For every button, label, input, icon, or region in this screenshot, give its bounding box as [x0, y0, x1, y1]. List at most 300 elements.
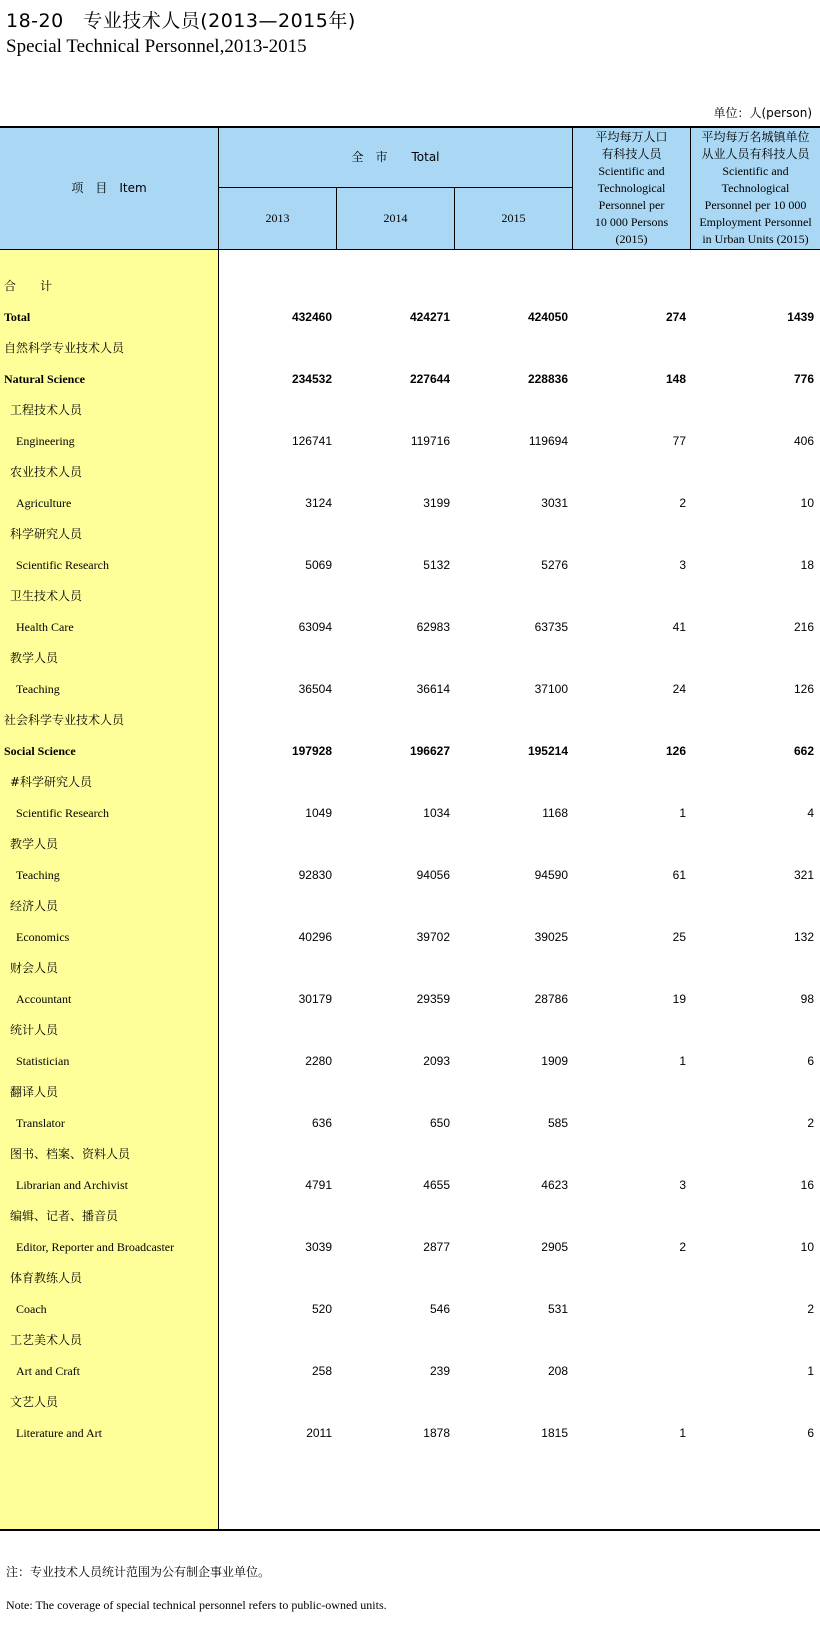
cell-value: 119694	[528, 434, 568, 448]
row-label: Librarian and Archivist	[16, 1178, 128, 1192]
table-row	[0, 1355, 820, 1387]
cell-value	[340, 456, 450, 488]
table-row	[0, 921, 820, 953]
cell-value	[222, 394, 332, 426]
cell-value	[704, 1014, 814, 1046]
cell-value	[576, 394, 686, 426]
cell-value	[222, 1200, 332, 1232]
cell-value: 3124	[305, 496, 332, 510]
header-per-employment-en-5: in Urban Units (2015)	[702, 232, 809, 246]
cell-value	[222, 766, 332, 798]
table-row	[0, 363, 820, 395]
cell-value: 36504	[298, 682, 332, 696]
table-row	[0, 859, 820, 891]
cell-value: 2093	[423, 1054, 450, 1068]
cell-value: 432460	[291, 310, 332, 324]
table-row	[0, 487, 820, 519]
header-per-employment	[691, 128, 820, 249]
cell-value: 2877	[423, 1240, 450, 1254]
cell-value: 1	[679, 1054, 686, 1068]
cell-value: 239	[429, 1364, 450, 1378]
cell-value	[576, 1138, 686, 1170]
row-label: 统计人员	[10, 1023, 59, 1037]
data-table	[0, 126, 820, 1531]
cell-value: 208	[547, 1364, 568, 1378]
row-label: Art and Craft	[16, 1364, 80, 1378]
cell-value	[704, 952, 814, 984]
row-label: 工程技术人员	[10, 403, 83, 417]
cell-value: 24	[672, 682, 686, 696]
cell-value: 776	[793, 372, 814, 386]
row-label: Statistician	[16, 1054, 70, 1068]
header-item-label: 项 目 Item	[71, 181, 147, 195]
cell-value: 2	[807, 1116, 814, 1130]
cell-value: 28786	[534, 992, 568, 1006]
cell-value: 3031	[541, 496, 568, 510]
cell-value: 234532	[291, 372, 332, 386]
cell-value	[222, 1076, 332, 1108]
cell-value: 227644	[409, 372, 450, 386]
cell-value: 19	[672, 992, 686, 1006]
cell-value	[458, 1076, 568, 1108]
cell-value: 126	[793, 682, 814, 696]
cell-value	[576, 1107, 686, 1139]
cell-value	[576, 580, 686, 612]
cell-value	[704, 1324, 814, 1356]
cell-value: 1	[679, 806, 686, 820]
row-label: Health Care	[16, 620, 74, 634]
header-per-population-en-2: Technological	[597, 181, 666, 195]
cell-value: 406	[793, 434, 814, 448]
cell-value: 41	[672, 620, 686, 634]
table-row	[0, 1231, 820, 1263]
table-row	[0, 1076, 820, 1108]
cell-value	[704, 1262, 814, 1294]
cell-value: 3	[679, 558, 686, 572]
cell-value	[458, 828, 568, 860]
table-row	[0, 1262, 820, 1294]
header-year-label: 2014	[383, 211, 408, 225]
cell-value: 25	[672, 930, 686, 944]
row-label: 翻译人员	[10, 1085, 59, 1099]
row-label: Social Science	[4, 744, 76, 758]
row-label: 卫生技术人员	[10, 589, 83, 603]
table-row	[0, 611, 820, 643]
cell-value	[340, 952, 450, 984]
row-label: Total	[4, 310, 31, 324]
row-label: 文艺人员	[10, 1395, 59, 1409]
cell-value	[576, 828, 686, 860]
cell-value	[458, 1014, 568, 1046]
header-per-employment-zh-2: 从业人员有科技人员	[701, 147, 810, 161]
table-row	[0, 1200, 820, 1232]
row-label: 合 计	[4, 279, 53, 293]
cell-value	[704, 828, 814, 860]
table-row	[0, 1169, 820, 1201]
cell-value: 30179	[298, 992, 332, 1006]
cell-value	[458, 580, 568, 612]
cell-value	[222, 580, 332, 612]
cell-value	[704, 1138, 814, 1170]
table-row	[0, 580, 820, 612]
cell-value: 2	[679, 496, 686, 510]
cell-value: 4655	[423, 1178, 450, 1192]
cell-value	[704, 580, 814, 612]
header-year-2015	[455, 188, 572, 249]
header-total-label: 全 市 Total	[351, 150, 440, 164]
cell-value: 5132	[423, 558, 450, 572]
table-row	[0, 1107, 820, 1139]
cell-value: 531	[547, 1302, 568, 1316]
row-label: 科学研究人员	[10, 527, 83, 541]
cell-value: 1815	[541, 1426, 568, 1440]
cell-value	[340, 1014, 450, 1046]
row-label: Economics	[16, 930, 70, 944]
row-label: Agriculture	[16, 496, 72, 510]
table-row	[0, 301, 820, 333]
cell-value	[340, 580, 450, 612]
row-label: Natural Science	[4, 372, 85, 386]
cell-value: 196627	[409, 744, 450, 758]
cell-value	[340, 704, 450, 736]
cell-value: 98	[800, 992, 814, 1006]
cell-value: 2905	[541, 1240, 568, 1254]
cell-value	[576, 1014, 686, 1046]
table-row	[0, 642, 820, 674]
cell-value	[458, 1138, 568, 1170]
cell-value: 2011	[306, 1426, 332, 1440]
header-total	[219, 128, 572, 187]
cell-value	[340, 1324, 450, 1356]
cell-value	[704, 332, 814, 364]
cell-value: 29359	[416, 992, 450, 1006]
cell-value	[458, 1386, 568, 1418]
cell-value: 2	[807, 1302, 814, 1316]
header-per-population-en-3: Personnel per	[598, 198, 665, 212]
cell-value: 1034	[423, 806, 450, 820]
table-row	[0, 890, 820, 922]
table-row	[0, 1138, 820, 1170]
table-row	[0, 425, 820, 457]
cell-value	[458, 766, 568, 798]
cell-value: 61	[672, 868, 686, 882]
table-row	[0, 1417, 820, 1449]
cell-value	[704, 394, 814, 426]
cell-value	[222, 952, 332, 984]
cell-value: 63094	[298, 620, 332, 634]
cell-value: 39702	[416, 930, 450, 944]
cell-value	[340, 766, 450, 798]
cell-value: 4791	[305, 1178, 332, 1192]
cell-value: 520	[311, 1302, 332, 1316]
cell-value: 36614	[416, 682, 450, 696]
row-label: Coach	[16, 1302, 47, 1316]
cell-value	[458, 394, 568, 426]
row-label: 编辑、记者、播音员	[10, 1209, 119, 1223]
cell-value	[576, 1076, 686, 1108]
header-per-population-en-5: (2015)	[615, 232, 648, 246]
cell-value	[576, 766, 686, 798]
table-row	[0, 549, 820, 581]
table-row	[0, 735, 820, 767]
table-row	[0, 1014, 820, 1046]
page-title-en: Special Technical Personnel,2013-2015	[6, 36, 307, 57]
row-label: Scientific Research	[16, 806, 109, 820]
cell-value	[458, 704, 568, 736]
cell-value	[222, 1014, 332, 1046]
cell-value	[576, 1262, 686, 1294]
cell-value: 77	[672, 434, 686, 448]
table-row	[0, 983, 820, 1015]
cell-value: 321	[793, 868, 814, 882]
cell-value: 650	[429, 1116, 450, 1130]
cell-value: 1878	[423, 1426, 450, 1440]
cell-value	[458, 456, 568, 488]
cell-value	[340, 890, 450, 922]
cell-value: 92830	[298, 868, 332, 882]
table-row	[0, 332, 820, 364]
cell-value: 1	[679, 1426, 686, 1440]
cell-value	[704, 1200, 814, 1232]
cell-value: 2	[679, 1240, 686, 1254]
cell-value: 5069	[305, 558, 332, 572]
cell-value	[458, 642, 568, 674]
cell-value	[222, 1262, 332, 1294]
cell-value: 258	[311, 1364, 332, 1378]
cell-value	[340, 642, 450, 674]
header-per-population	[573, 128, 690, 249]
row-label: Teaching	[16, 868, 60, 882]
cell-value: 94590	[534, 868, 568, 882]
cell-value	[222, 704, 332, 736]
table-row	[0, 270, 820, 302]
row-label: 工艺美术人员	[10, 1333, 83, 1347]
cell-value	[704, 1386, 814, 1418]
cell-value: 94056	[416, 868, 450, 882]
cell-value	[704, 518, 814, 550]
row-label: Engineering	[16, 434, 75, 448]
cell-value	[704, 704, 814, 736]
cell-value	[458, 890, 568, 922]
table-row	[0, 766, 820, 798]
table-row	[0, 828, 820, 860]
footnote-zh: 注：专业技术人员统计范围为公有制企事业单位。	[6, 1565, 271, 1579]
header-per-population-zh-2: 有科技人员	[601, 147, 662, 161]
row-label: 自然科学专业技术人员	[4, 341, 125, 355]
cell-value	[704, 456, 814, 488]
cell-value	[576, 270, 686, 302]
cell-value	[222, 890, 332, 922]
table-row	[0, 673, 820, 705]
cell-value: 585	[547, 1116, 568, 1130]
cell-value	[222, 828, 332, 860]
cell-value: 195214	[527, 744, 568, 758]
table-row	[0, 518, 820, 550]
header-per-employment-en-3: Personnel per 10 000	[704, 198, 807, 212]
cell-value	[340, 332, 450, 364]
cell-value	[222, 456, 332, 488]
cell-value: 3039	[305, 1240, 332, 1254]
cell-value: 636	[311, 1116, 332, 1130]
cell-value: 274	[665, 310, 686, 324]
cell-value: 126	[665, 744, 686, 758]
cell-value	[222, 1138, 332, 1170]
header-per-population-en-4: 10 000 Persons	[594, 215, 669, 229]
row-label: Literature and Art	[16, 1426, 102, 1440]
cell-value	[704, 890, 814, 922]
cell-value	[576, 1355, 686, 1387]
cell-value	[576, 704, 686, 736]
cell-value	[704, 642, 814, 674]
cell-value: 3	[679, 1178, 686, 1192]
cell-value: 62983	[416, 620, 450, 634]
cell-value: 63735	[534, 620, 568, 634]
cell-value	[576, 518, 686, 550]
cell-value	[340, 1200, 450, 1232]
row-label: 社会科学专业技术人员	[4, 713, 125, 727]
table-row	[0, 1045, 820, 1077]
cell-value	[340, 1386, 450, 1418]
cell-value	[576, 952, 686, 984]
cell-value	[576, 1200, 686, 1232]
cell-value	[576, 332, 686, 364]
cell-value: 119716	[410, 434, 450, 448]
table-row	[0, 704, 820, 736]
cell-value: 5276	[541, 558, 568, 572]
cell-value	[340, 518, 450, 550]
cell-value	[458, 518, 568, 550]
cell-value	[458, 332, 568, 364]
table-row	[0, 1293, 820, 1325]
row-label: Editor, Reporter and Broadcaster	[16, 1240, 175, 1254]
header-year-2014	[337, 188, 454, 249]
table-bottom-rule	[0, 1529, 820, 1531]
cell-value: 197928	[291, 744, 332, 758]
table-row	[0, 952, 820, 984]
cell-value: 216	[793, 620, 814, 634]
row-label: Accountant	[16, 992, 72, 1006]
footnote-en: Note: The coverage of special technical personnel refers to public-owned units.	[6, 1598, 387, 1612]
cell-value: 39025	[534, 930, 568, 944]
cell-value: 18	[800, 558, 814, 572]
cell-value: 6	[807, 1054, 814, 1068]
header-per-population-zh-1: 平均每万人口	[595, 130, 668, 144]
cell-value	[704, 270, 814, 302]
table-row	[0, 456, 820, 488]
cell-value: 16	[800, 1178, 814, 1192]
cell-value: 228836	[527, 372, 568, 386]
cell-value: 1049	[305, 806, 332, 820]
cell-value	[340, 1138, 450, 1170]
header-item	[0, 128, 218, 249]
table-row	[0, 394, 820, 426]
row-label: 财会人员	[10, 961, 59, 975]
unit-label: 单位：人(person)	[713, 106, 812, 120]
cell-value	[576, 890, 686, 922]
cell-value	[576, 1386, 686, 1418]
header-year-2013	[219, 188, 336, 249]
cell-value	[704, 1076, 814, 1108]
cell-value	[458, 270, 568, 302]
cell-value	[222, 1386, 332, 1418]
cell-value	[576, 456, 686, 488]
cell-value: 4623	[541, 1178, 568, 1192]
cell-value: 6	[807, 1426, 814, 1440]
cell-value: 10	[800, 496, 814, 510]
header-year-label: 2013	[265, 211, 290, 225]
cell-value: 40296	[298, 930, 332, 944]
cell-value	[340, 394, 450, 426]
table-header-rule	[0, 249, 820, 250]
cell-value: 1909	[541, 1054, 568, 1068]
cell-value	[458, 1324, 568, 1356]
row-label: Translator	[16, 1116, 65, 1130]
cell-value	[340, 1076, 450, 1108]
header-per-employment-zh-1: 平均每万名城镇单位	[701, 130, 810, 144]
row-label: Scientific Research	[16, 558, 109, 572]
cell-value	[222, 518, 332, 550]
cell-value	[458, 1262, 568, 1294]
row-label: #科学研究人员	[10, 775, 93, 789]
header-year-label: 2015	[501, 211, 526, 225]
cell-value: 1439	[787, 310, 814, 324]
row-label: 体育教练人员	[10, 1271, 83, 1285]
header-per-employment-en-1: Scientific and	[722, 164, 789, 178]
header-per-population-en-1: Scientific and	[598, 164, 665, 178]
table-row	[0, 1386, 820, 1418]
cell-value	[704, 766, 814, 798]
cell-value: 2280	[305, 1054, 332, 1068]
cell-value: 10	[800, 1240, 814, 1254]
page-title-zh: 18-20 专业技术人员(2013—2015年)	[6, 10, 356, 32]
cell-value: 148	[665, 372, 686, 386]
cell-value	[340, 270, 450, 302]
header-per-employment-en-4: Employment Personnel	[699, 215, 812, 229]
row-label: 教学人员	[10, 837, 59, 851]
cell-value: 4	[807, 806, 814, 820]
cell-value	[222, 642, 332, 674]
cell-value: 126741	[291, 434, 332, 448]
table-row	[0, 797, 820, 829]
cell-value	[458, 1200, 568, 1232]
cell-value	[340, 1262, 450, 1294]
cell-value: 1	[807, 1364, 814, 1378]
cell-value: 132	[793, 930, 814, 944]
cell-value: 662	[793, 744, 814, 758]
cell-value	[576, 1324, 686, 1356]
cell-value: 424050	[527, 310, 568, 324]
cell-value	[222, 332, 332, 364]
cell-value	[222, 270, 332, 302]
row-label: 图书、档案、资料人员	[10, 1147, 131, 1161]
cell-value: 546	[429, 1302, 450, 1316]
cell-value: 424271	[409, 310, 450, 324]
cell-value: 1168	[542, 806, 568, 820]
table-row	[0, 1324, 820, 1356]
header-per-employment-en-2: Technological	[721, 181, 790, 195]
row-label: 教学人员	[10, 651, 59, 665]
cell-value	[340, 828, 450, 860]
cell-value	[576, 1293, 686, 1325]
cell-value	[576, 642, 686, 674]
row-label: 经济人员	[10, 899, 59, 913]
cell-value: 37100	[534, 682, 568, 696]
cell-value: 3199	[423, 496, 450, 510]
cell-value	[458, 952, 568, 984]
row-label: Teaching	[16, 682, 60, 696]
row-label: 农业技术人员	[10, 465, 83, 479]
cell-value	[222, 1324, 332, 1356]
